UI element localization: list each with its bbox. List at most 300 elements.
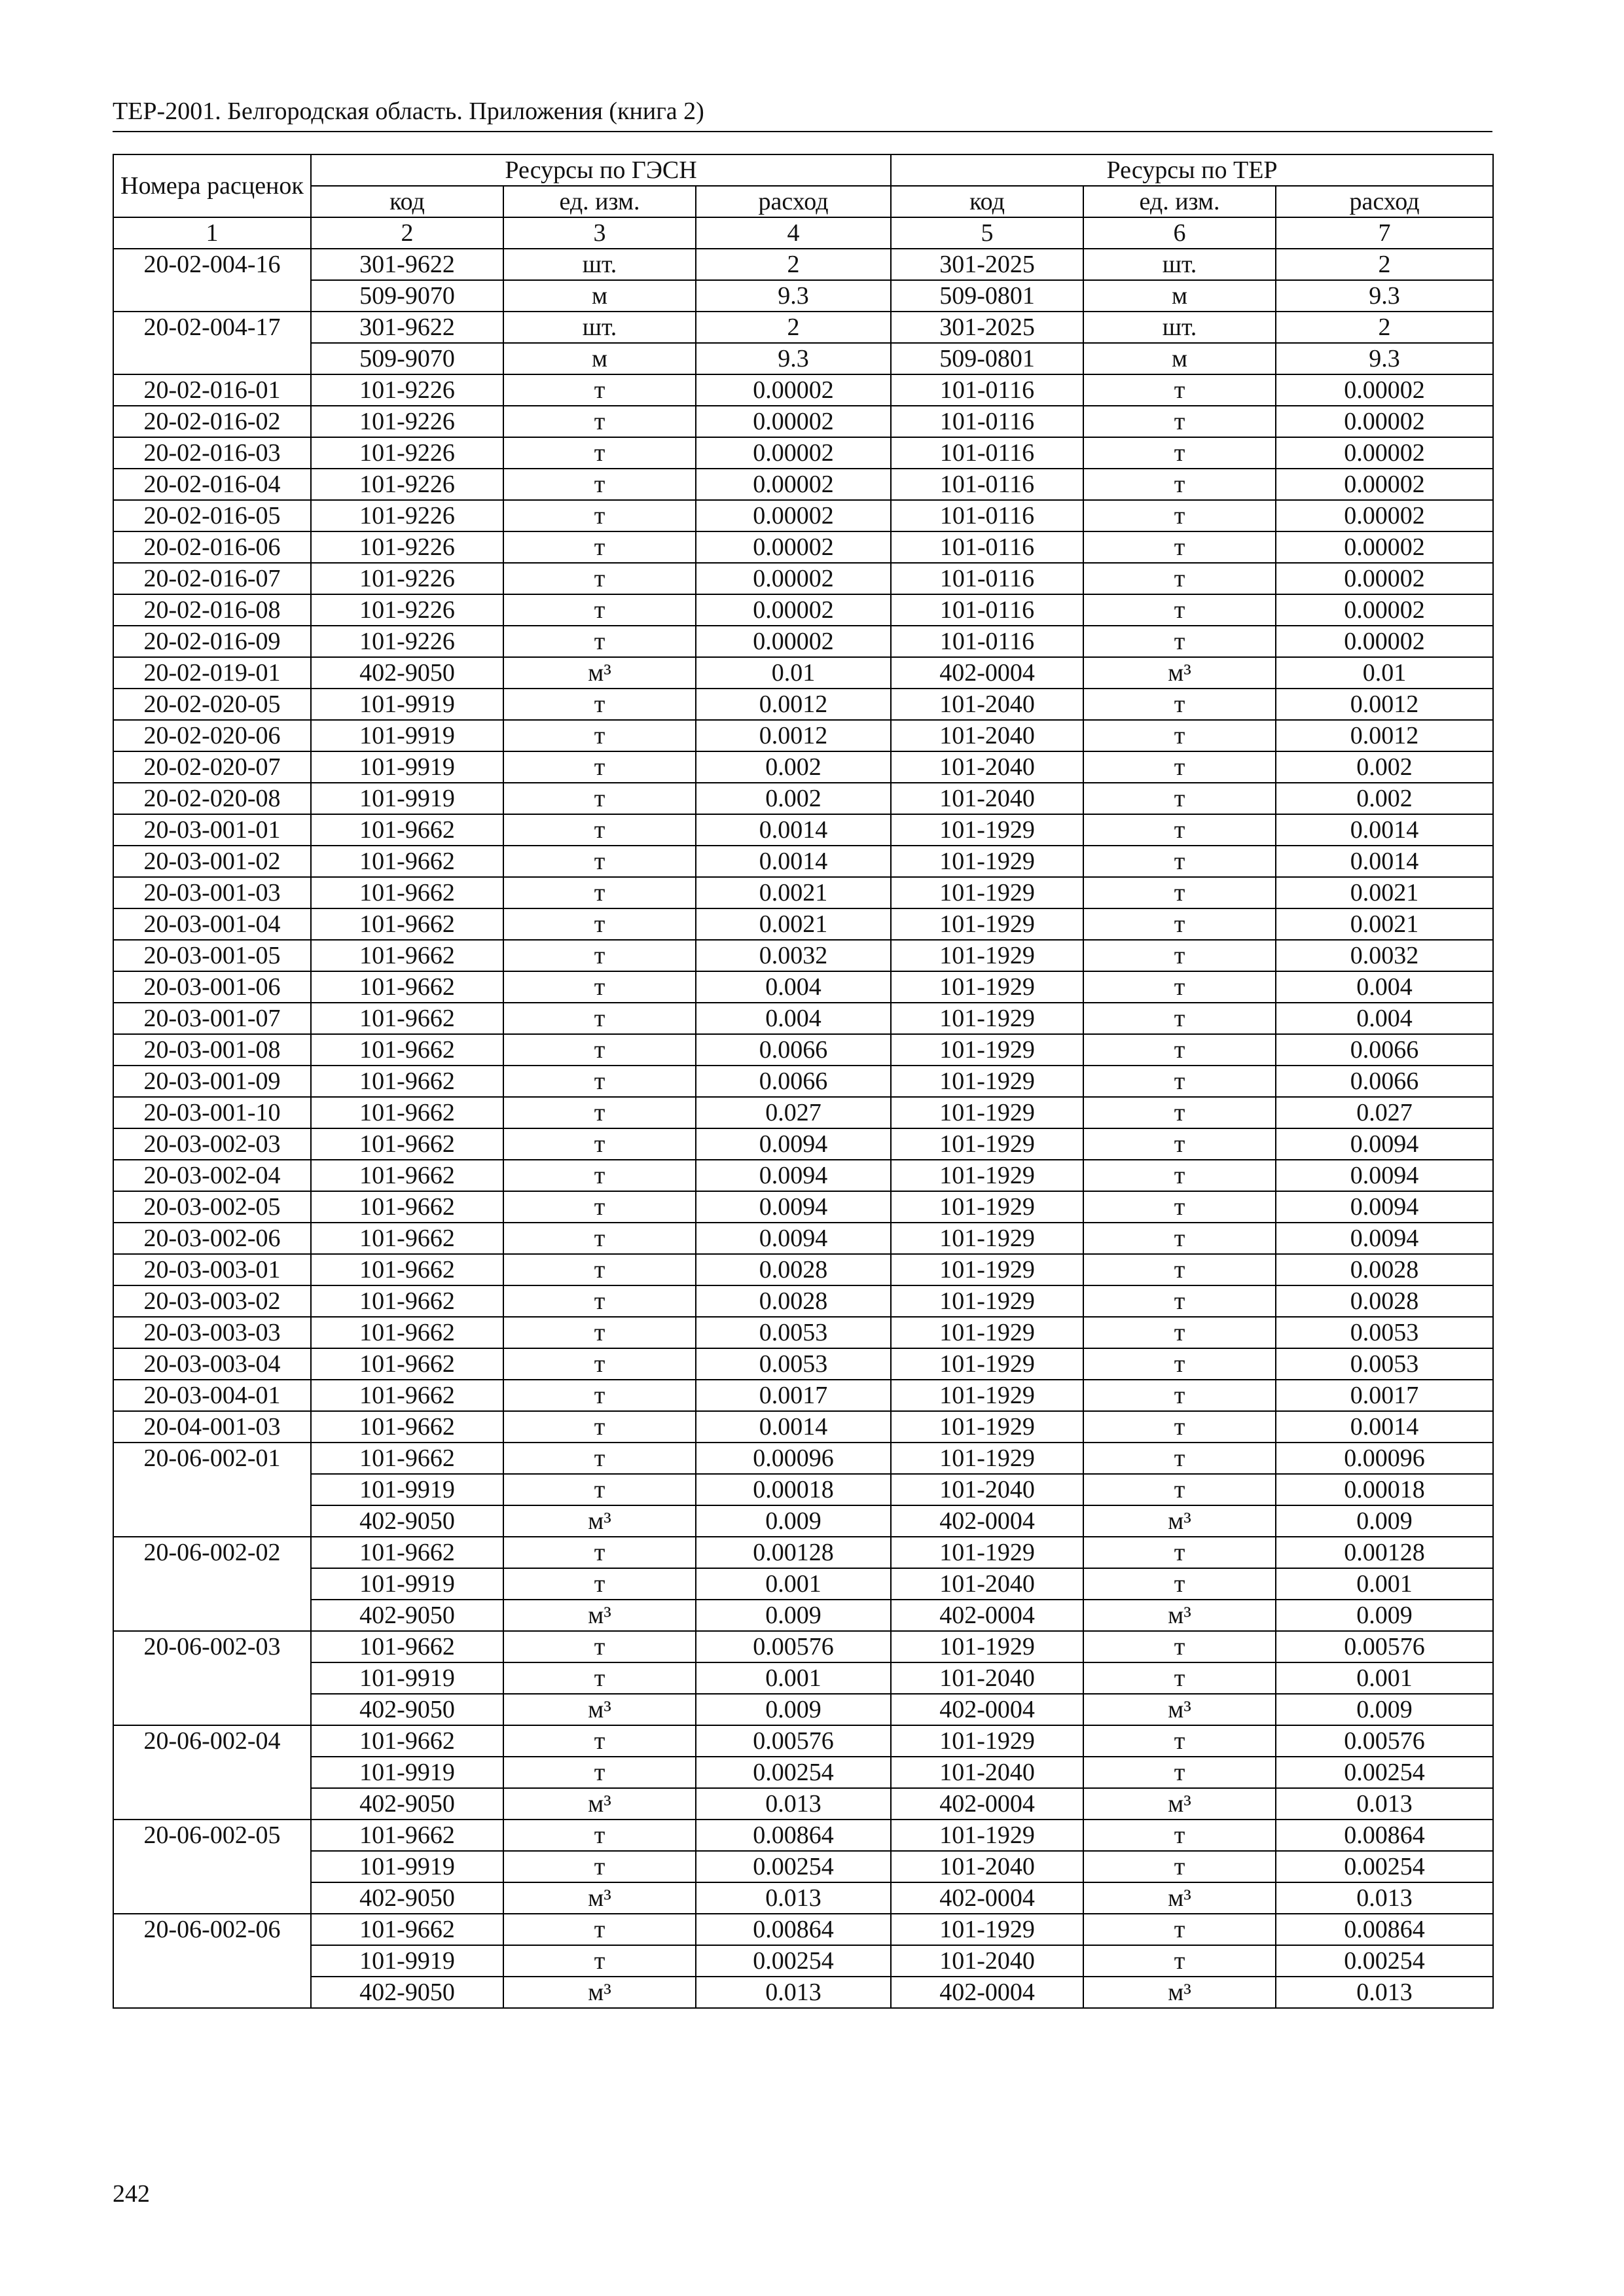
gesn-code-cell: 101-9662 — [311, 814, 503, 846]
ter-consumption-cell: 0.00128 — [1276, 1537, 1493, 1568]
gesn-code-cell: 101-9662 — [311, 1380, 503, 1411]
ter-unit-cell: т — [1083, 437, 1276, 469]
rate-number-cell: 20-02-004-17 — [113, 312, 311, 374]
table-row — [113, 531, 1493, 563]
gesn-consumption-cell: 0.00096 — [696, 1443, 891, 1474]
ter-unit-cell: т — [1083, 1317, 1276, 1348]
gesn-unit-cell: т — [503, 1380, 696, 1411]
ter-unit-cell: т — [1083, 689, 1276, 720]
table-row — [113, 1066, 1493, 1097]
table-row — [113, 1977, 1493, 2008]
ter-consumption-cell: 0.0028 — [1276, 1285, 1493, 1317]
gesn-consumption-cell: 0.00002 — [696, 406, 891, 437]
rate-number-cell: 20-06-002-04 — [113, 1725, 311, 1820]
page-header: ТЕР-2001. Белгородская область. Приложения (книга 2) — [113, 98, 704, 125]
ter-code-cell: 101-0116 — [891, 406, 1083, 437]
table-row — [113, 1568, 1493, 1600]
gesn-code-cell: 402-9050 — [311, 1882, 503, 1914]
ter-consumption-cell: 0.0032 — [1276, 940, 1493, 971]
ter-unit-cell: т — [1083, 1034, 1276, 1066]
ter-unit-cell: т — [1083, 1003, 1276, 1034]
ter-code-cell: 509-0801 — [891, 343, 1083, 374]
ter-consumption-cell: 0.0017 — [1276, 1380, 1493, 1411]
gesn-code-cell: 101-9662 — [311, 1725, 503, 1757]
gesn-consumption-cell: 0.0012 — [696, 720, 891, 751]
ter-unit-cell: т — [1083, 1537, 1276, 1568]
ter-code-cell: 402-0004 — [891, 657, 1083, 689]
gesn-unit-cell: м³ — [503, 1694, 696, 1725]
table-row — [113, 1380, 1493, 1411]
ter-consumption-cell: 0.002 — [1276, 751, 1493, 783]
ter-unit-cell: т — [1083, 626, 1276, 657]
gesn-code-cell: 402-9050 — [311, 657, 503, 689]
ter-code-cell: 101-2040 — [891, 751, 1083, 783]
ter-unit-cell: т — [1083, 720, 1276, 751]
gesn-unit-cell: т — [503, 1285, 696, 1317]
ter-consumption-cell: 0.00576 — [1276, 1631, 1493, 1662]
gesn-consumption-cell: 0.00864 — [696, 1820, 891, 1851]
gesn-code-cell: 101-9662 — [311, 1223, 503, 1254]
ter-unit-cell: т — [1083, 469, 1276, 500]
ter-code-cell: 101-1929 — [891, 1380, 1083, 1411]
gesn-code-cell: 101-9226 — [311, 594, 503, 626]
ter-consumption-cell: 0.0021 — [1276, 877, 1493, 908]
gesn-consumption-cell: 0.0094 — [696, 1223, 891, 1254]
ter-code-cell: 101-1929 — [891, 877, 1083, 908]
ter-consumption-cell: 0.00254 — [1276, 1757, 1493, 1788]
ter-unit-cell: м — [1083, 343, 1276, 374]
ter-code-cell: 101-0116 — [891, 500, 1083, 531]
ter-unit-cell: т — [1083, 1223, 1276, 1254]
gesn-consumption-cell: 0.027 — [696, 1097, 891, 1128]
ter-unit-cell: м³ — [1083, 1505, 1276, 1537]
rate-number-cell: 20-03-003-02 — [113, 1285, 311, 1317]
ter-consumption-cell: 0.0014 — [1276, 1411, 1493, 1443]
gesn-code-cell: 101-9662 — [311, 1285, 503, 1317]
gesn-consumption-cell: 0.00864 — [696, 1914, 891, 1945]
gesn-unit-cell: м³ — [503, 1600, 696, 1631]
gesn-consumption-cell: 2 — [696, 249, 891, 280]
gesn-code-cell: 101-9662 — [311, 877, 503, 908]
gesn-code-cell: 101-9226 — [311, 374, 503, 406]
gesn-code-cell: 101-9226 — [311, 626, 503, 657]
ter-code-cell: 101-1929 — [891, 1254, 1083, 1285]
ter-code-cell: 101-1929 — [891, 1191, 1083, 1223]
rate-number-cell: 20-03-001-02 — [113, 846, 311, 877]
ter-code-cell: 101-1929 — [891, 1317, 1083, 1348]
column-number: 6 — [1083, 217, 1276, 249]
gesn-consumption-cell: 0.00254 — [696, 1757, 891, 1788]
gesn-code-cell: 101-9662 — [311, 1537, 503, 1568]
gesn-code-cell: 101-9662 — [311, 971, 503, 1003]
gesn-consumption-cell: 0.00018 — [696, 1474, 891, 1505]
table-row — [113, 563, 1493, 594]
gesn-unit-cell: т — [503, 1725, 696, 1757]
ter-consumption-cell: 0.0053 — [1276, 1317, 1493, 1348]
rate-number-cell: 20-06-002-06 — [113, 1914, 311, 2008]
gesn-consumption-cell: 0.009 — [696, 1694, 891, 1725]
ter-consumption-cell: 0.027 — [1276, 1097, 1493, 1128]
ter-code-cell: 101-1929 — [891, 1003, 1083, 1034]
table-row — [113, 1348, 1493, 1380]
rate-number-cell: 20-06-002-03 — [113, 1631, 311, 1725]
ter-consumption-cell: 0.001 — [1276, 1662, 1493, 1694]
gesn-code-cell: 101-9662 — [311, 1317, 503, 1348]
ter-code-cell: 402-0004 — [891, 1977, 1083, 2008]
gesn-consumption-cell: 0.0028 — [696, 1285, 891, 1317]
rate-number-cell: 20-03-001-03 — [113, 877, 311, 908]
gesn-unit-cell: т — [503, 437, 696, 469]
rate-number-cell: 20-02-016-04 — [113, 469, 311, 500]
ter-code-cell: 402-0004 — [891, 1694, 1083, 1725]
gesn-code-cell: 101-9226 — [311, 500, 503, 531]
table-row — [113, 940, 1493, 971]
gesn-consumption-cell: 9.3 — [696, 280, 891, 312]
column-number: 3 — [503, 217, 696, 249]
gesn-consumption-cell: 0.013 — [696, 1788, 891, 1820]
rate-number-cell: 20-03-001-05 — [113, 940, 311, 971]
gesn-code-cell: 402-9050 — [311, 1788, 503, 1820]
gesn-unit-cell: т — [503, 846, 696, 877]
gesn-unit-cell: т — [503, 626, 696, 657]
gesn-unit-cell: т — [503, 908, 696, 940]
gesn-code-cell: 101-9919 — [311, 1568, 503, 1600]
rate-number-cell: 20-03-002-03 — [113, 1128, 311, 1160]
ter-unit-cell: т — [1083, 374, 1276, 406]
gesn-code-cell: 101-9226 — [311, 531, 503, 563]
gesn-consumption-cell: 0.0066 — [696, 1066, 891, 1097]
gesn-unit-cell: м — [503, 280, 696, 312]
ter-unit-cell: м — [1083, 280, 1276, 312]
table-row — [113, 1662, 1493, 1694]
ter-code-cell: 101-1929 — [891, 1725, 1083, 1757]
gesn-unit-cell: т — [503, 689, 696, 720]
table-row — [113, 689, 1493, 720]
gesn-consumption-cell: 0.00254 — [696, 1851, 891, 1882]
gesn-unit-cell: т — [503, 1945, 696, 1977]
ter-code-cell: 101-0116 — [891, 594, 1083, 626]
gesn-code-cell: 101-9919 — [311, 1474, 503, 1505]
table-row — [113, 469, 1493, 500]
table-row — [113, 343, 1493, 374]
ter-code-cell: 101-0116 — [891, 469, 1083, 500]
gesn-code-cell: 101-9662 — [311, 1160, 503, 1191]
table-row — [113, 751, 1493, 783]
ter-consumption-cell: 0.001 — [1276, 1568, 1493, 1600]
table-row — [113, 1788, 1493, 1820]
ter-code-cell: 402-0004 — [891, 1505, 1083, 1537]
ter-consumption-cell: 0.00254 — [1276, 1851, 1493, 1882]
gesn-consumption-cell: 0.00254 — [696, 1945, 891, 1977]
ter-unit-cell: т — [1083, 531, 1276, 563]
gesn-unit-cell: т — [503, 940, 696, 971]
gesn-consumption-cell: 0.0094 — [696, 1160, 891, 1191]
ter-consumption-cell: 0.00002 — [1276, 406, 1493, 437]
gesn-unit-cell: т — [503, 1474, 696, 1505]
ter-consumption-cell: 0.002 — [1276, 783, 1493, 814]
ter-unit-cell: т — [1083, 1285, 1276, 1317]
ter-unit-cell: т — [1083, 908, 1276, 940]
table-row — [113, 1474, 1493, 1505]
ter-consumption-cell: 0.013 — [1276, 1882, 1493, 1914]
gesn-code-cell: 101-9919 — [311, 1945, 503, 1977]
gesn-consumption-cell: 0.00002 — [696, 469, 891, 500]
gesn-unit-cell: т — [503, 1097, 696, 1128]
ter-code-cell: 101-1929 — [891, 1128, 1083, 1160]
rate-number-cell: 20-03-002-06 — [113, 1223, 311, 1254]
ter-code-cell: 101-1929 — [891, 1411, 1083, 1443]
col-header-rate-numbers: Номера расценок — [113, 154, 311, 217]
ter-unit-cell: т — [1083, 1568, 1276, 1600]
rate-number-cell: 20-03-003-01 — [113, 1254, 311, 1285]
ter-unit-cell: т — [1083, 1128, 1276, 1160]
rate-number-cell: 20-02-016-03 — [113, 437, 311, 469]
ter-consumption-cell: 0.00864 — [1276, 1820, 1493, 1851]
ter-code-cell: 101-2040 — [891, 1662, 1083, 1694]
gesn-consumption-cell: 0.0028 — [696, 1254, 891, 1285]
ter-code-cell: 101-1929 — [891, 1066, 1083, 1097]
ter-code-cell: 101-2040 — [891, 1757, 1083, 1788]
ter-code-cell: 101-1929 — [891, 1034, 1083, 1066]
table-row — [113, 280, 1493, 312]
gesn-code-cell: 101-9226 — [311, 563, 503, 594]
gesn-unit-cell: т — [503, 720, 696, 751]
rate-number-cell: 20-02-016-07 — [113, 563, 311, 594]
table-row — [113, 1505, 1493, 1537]
table-row — [113, 312, 1493, 343]
gesn-unit-cell: т — [503, 1443, 696, 1474]
gesn-unit-cell: т — [503, 469, 696, 500]
ter-code-cell: 101-1929 — [891, 1223, 1083, 1254]
gesn-consumption-cell: 0.001 — [696, 1662, 891, 1694]
ter-unit-cell: т — [1083, 1066, 1276, 1097]
rate-number-cell: 20-02-004-16 — [113, 249, 311, 312]
group-header-gesn: Ресурсы по ГЭСН — [311, 154, 891, 186]
gesn-code-cell: 101-9662 — [311, 940, 503, 971]
gesn-unit-cell: т — [503, 1568, 696, 1600]
gesn-unit-cell: т — [503, 971, 696, 1003]
subheader-gesn-unit: ед. изм. — [503, 186, 696, 217]
ter-code-cell: 101-1929 — [891, 1443, 1083, 1474]
ter-consumption-cell: 0.0014 — [1276, 846, 1493, 877]
ter-unit-cell: т — [1083, 1411, 1276, 1443]
table-row — [113, 1285, 1493, 1317]
gesn-consumption-cell: 0.0053 — [696, 1317, 891, 1348]
rate-number-cell: 20-06-002-02 — [113, 1537, 311, 1631]
gesn-unit-cell: т — [503, 1191, 696, 1223]
ter-unit-cell: м³ — [1083, 1977, 1276, 2008]
ter-code-cell: 101-2040 — [891, 689, 1083, 720]
column-number: 5 — [891, 217, 1083, 249]
ter-unit-cell: м³ — [1083, 1600, 1276, 1631]
ter-unit-cell: т — [1083, 1443, 1276, 1474]
gesn-code-cell: 101-9662 — [311, 1097, 503, 1128]
gesn-consumption-cell: 9.3 — [696, 343, 891, 374]
table-row — [113, 1945, 1493, 1977]
gesn-unit-cell: т — [503, 1317, 696, 1348]
table-row — [113, 1600, 1493, 1631]
gesn-consumption-cell: 0.009 — [696, 1505, 891, 1537]
gesn-consumption-cell: 0.00002 — [696, 563, 891, 594]
gesn-unit-cell: м — [503, 343, 696, 374]
rate-number-cell: 20-02-020-08 — [113, 783, 311, 814]
gesn-code-cell: 301-9622 — [311, 249, 503, 280]
ter-consumption-cell: 9.3 — [1276, 280, 1493, 312]
ter-unit-cell: т — [1083, 1474, 1276, 1505]
rate-number-cell: 20-03-001-09 — [113, 1066, 311, 1097]
gesn-code-cell: 101-9662 — [311, 1034, 503, 1066]
ter-unit-cell: т — [1083, 971, 1276, 1003]
gesn-unit-cell: т — [503, 1631, 696, 1662]
ter-code-cell: 101-1929 — [891, 1097, 1083, 1128]
gesn-consumption-cell: 0.0053 — [696, 1348, 891, 1380]
table-row — [113, 500, 1493, 531]
table-row — [113, 1411, 1493, 1443]
table-body — [113, 249, 1493, 2008]
table-row — [113, 657, 1493, 689]
table-row — [113, 374, 1493, 406]
ter-consumption-cell: 9.3 — [1276, 343, 1493, 374]
ter-code-cell: 101-0116 — [891, 626, 1083, 657]
gesn-consumption-cell: 0.0021 — [696, 877, 891, 908]
gesn-unit-cell: м³ — [503, 657, 696, 689]
ter-code-cell: 101-2040 — [891, 783, 1083, 814]
table-row — [113, 1914, 1493, 1945]
ter-consumption-cell: 0.004 — [1276, 971, 1493, 1003]
gesn-unit-cell: т — [503, 1757, 696, 1788]
ter-unit-cell: т — [1083, 1631, 1276, 1662]
gesn-consumption-cell: 0.0017 — [696, 1380, 891, 1411]
table-row — [113, 1851, 1493, 1882]
ter-code-cell: 101-2040 — [891, 1945, 1083, 1977]
ter-unit-cell: т — [1083, 814, 1276, 846]
rate-number-cell: 20-02-020-05 — [113, 689, 311, 720]
ter-consumption-cell: 0.0094 — [1276, 1191, 1493, 1223]
rate-number-cell: 20-03-001-04 — [113, 908, 311, 940]
table-row — [113, 846, 1493, 877]
rate-number-cell: 20-02-019-01 — [113, 657, 311, 689]
table-row — [113, 814, 1493, 846]
rate-number-cell: 20-03-001-08 — [113, 1034, 311, 1066]
ter-unit-cell: т — [1083, 1662, 1276, 1694]
ter-code-cell: 101-1929 — [891, 940, 1083, 971]
ter-consumption-cell: 0.0053 — [1276, 1348, 1493, 1380]
ter-code-cell: 101-1929 — [891, 1631, 1083, 1662]
rate-number-cell: 20-02-016-01 — [113, 374, 311, 406]
ter-consumption-cell: 0.0094 — [1276, 1128, 1493, 1160]
table-row — [113, 1537, 1493, 1568]
ter-unit-cell: т — [1083, 500, 1276, 531]
gesn-unit-cell: т — [503, 1662, 696, 1694]
ter-consumption-cell: 0.0028 — [1276, 1254, 1493, 1285]
ter-unit-cell: т — [1083, 1160, 1276, 1191]
gesn-unit-cell: шт. — [503, 312, 696, 343]
column-number: 7 — [1276, 217, 1493, 249]
table-row — [113, 1317, 1493, 1348]
ter-code-cell: 101-1929 — [891, 908, 1083, 940]
rate-number-cell: 20-02-016-05 — [113, 500, 311, 531]
gesn-consumption-cell: 0.00002 — [696, 594, 891, 626]
gesn-unit-cell: т — [503, 751, 696, 783]
gesn-consumption-cell: 0.00128 — [696, 1537, 891, 1568]
ter-consumption-cell: 0.0094 — [1276, 1223, 1493, 1254]
ter-consumption-cell: 0.0014 — [1276, 814, 1493, 846]
ter-unit-cell: м³ — [1083, 657, 1276, 689]
ter-unit-cell: т — [1083, 1945, 1276, 1977]
ter-unit-cell: т — [1083, 751, 1276, 783]
gesn-code-cell: 101-9662 — [311, 1443, 503, 1474]
subheader-gesn-consumption: расход — [696, 186, 891, 217]
table-row — [113, 908, 1493, 940]
ter-unit-cell: т — [1083, 846, 1276, 877]
rate-number-cell: 20-03-001-06 — [113, 971, 311, 1003]
ter-consumption-cell: 0.00002 — [1276, 437, 1493, 469]
gesn-consumption-cell: 0.00576 — [696, 1631, 891, 1662]
rate-number-cell: 20-02-016-08 — [113, 594, 311, 626]
ter-consumption-cell: 0.00864 — [1276, 1914, 1493, 1945]
table-row — [113, 1160, 1493, 1191]
table-row — [113, 1694, 1493, 1725]
subheader-gesn-code: код — [311, 186, 503, 217]
gesn-unit-cell: т — [503, 1914, 696, 1945]
subheader-ter-consumption: расход — [1276, 186, 1493, 217]
gesn-consumption-cell: 0.002 — [696, 783, 891, 814]
gesn-consumption-cell: 0.00002 — [696, 626, 891, 657]
gesn-consumption-cell: 0.013 — [696, 1882, 891, 1914]
table-row — [113, 1034, 1493, 1066]
rate-number-cell: 20-03-001-07 — [113, 1003, 311, 1034]
ter-code-cell: 101-1929 — [891, 846, 1083, 877]
gesn-unit-cell: т — [503, 1003, 696, 1034]
ter-code-cell: 101-2040 — [891, 1851, 1083, 1882]
ter-consumption-cell: 0.00096 — [1276, 1443, 1493, 1474]
gesn-unit-cell: т — [503, 563, 696, 594]
ter-code-cell: 101-0116 — [891, 563, 1083, 594]
table-row — [113, 1725, 1493, 1757]
gesn-consumption-cell: 0.00002 — [696, 531, 891, 563]
ter-consumption-cell: 0.0021 — [1276, 908, 1493, 940]
ter-unit-cell: т — [1083, 1348, 1276, 1380]
gesn-code-cell: 101-9662 — [311, 908, 503, 940]
ter-unit-cell: т — [1083, 1191, 1276, 1223]
table-row — [113, 877, 1493, 908]
gesn-code-cell: 101-9919 — [311, 751, 503, 783]
gesn-unit-cell: т — [503, 783, 696, 814]
gesn-consumption-cell: 0.0066 — [696, 1034, 891, 1066]
resource-table — [113, 154, 1494, 2009]
ter-consumption-cell: 0.01 — [1276, 657, 1493, 689]
gesn-code-cell: 101-9226 — [311, 437, 503, 469]
rate-number-cell: 20-02-020-07 — [113, 751, 311, 783]
gesn-consumption-cell: 0.002 — [696, 751, 891, 783]
gesn-code-cell: 101-9662 — [311, 1631, 503, 1662]
gesn-consumption-cell: 0.0014 — [696, 814, 891, 846]
gesn-code-cell: 101-9919 — [311, 1757, 503, 1788]
ter-unit-cell: т — [1083, 406, 1276, 437]
gesn-consumption-cell: 0.00002 — [696, 437, 891, 469]
ter-consumption-cell: 0.009 — [1276, 1505, 1493, 1537]
gesn-unit-cell: т — [503, 1223, 696, 1254]
gesn-unit-cell: м³ — [503, 1505, 696, 1537]
ter-consumption-cell: 0.00002 — [1276, 500, 1493, 531]
rate-number-cell: 20-02-020-06 — [113, 720, 311, 751]
ter-unit-cell: т — [1083, 1851, 1276, 1882]
gesn-code-cell: 101-9662 — [311, 1191, 503, 1223]
ter-code-cell: 101-2040 — [891, 720, 1083, 751]
gesn-unit-cell: т — [503, 1348, 696, 1380]
rate-number-cell: 20-03-003-04 — [113, 1348, 311, 1380]
ter-code-cell: 101-2040 — [891, 1474, 1083, 1505]
